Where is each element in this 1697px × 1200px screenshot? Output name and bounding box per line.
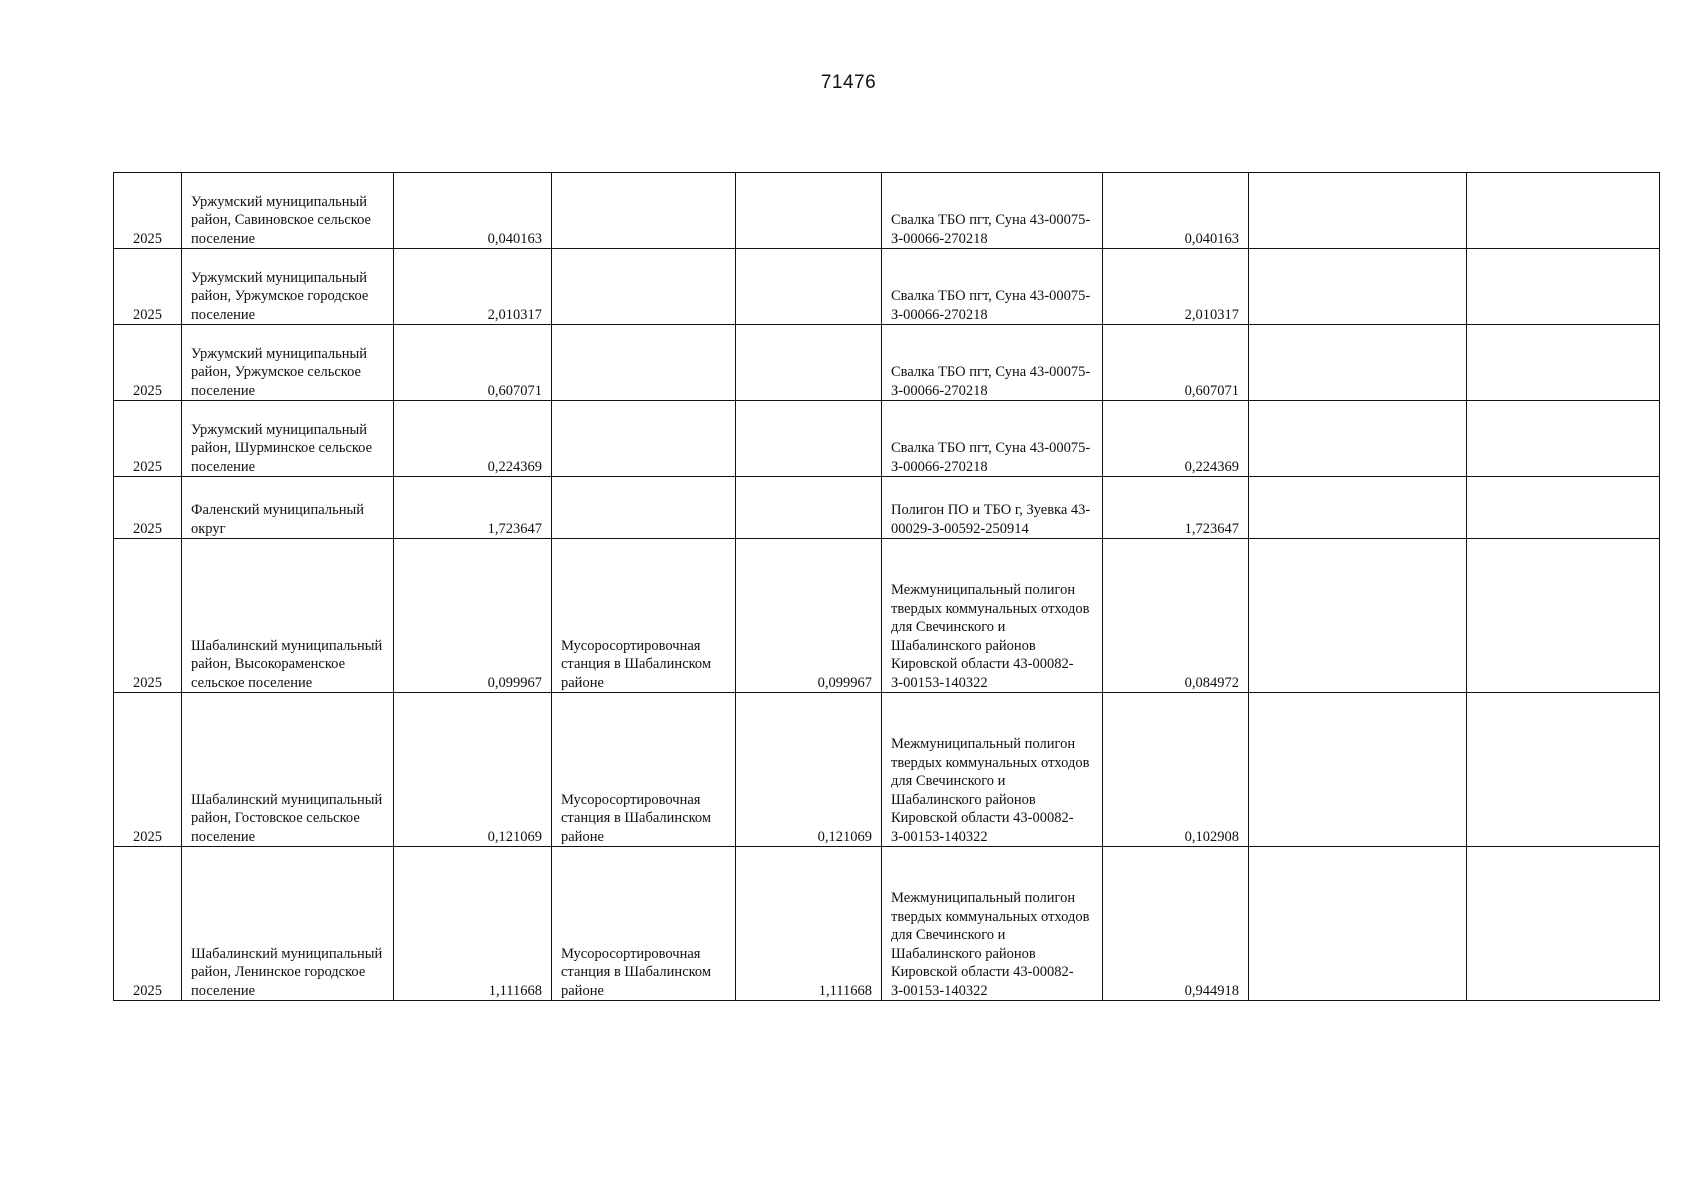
cell-extra <box>1467 249 1660 325</box>
cell-station: Мусоросортировочная станция в Шабалинском районе <box>552 847 736 1001</box>
cell-volume: 2,010317 <box>394 249 552 325</box>
cell-extra <box>1467 693 1660 847</box>
cell-extra <box>1249 539 1467 693</box>
waste-flow-table <box>113 172 1660 1001</box>
cell-station-volume <box>736 173 882 249</box>
cell-extra <box>1249 249 1467 325</box>
table-row <box>114 401 1660 477</box>
table-row <box>114 693 1660 847</box>
cell-extra <box>1467 401 1660 477</box>
cell-territory: Уржумский муниципальный район, Шурминское сельское поселение <box>182 401 394 477</box>
cell-facility-volume: 0,607071 <box>1103 325 1249 401</box>
cell-facility: Межмуниципальный полигон твердых коммунальных отходов для Свечинского и Шабалинского районов Кировской области 43-00082-З-00153-140322 <box>882 539 1103 693</box>
cell-station-volume: 0,099967 <box>736 539 882 693</box>
cell-year: 2025 <box>114 401 182 477</box>
cell-territory: Шабалинский муниципальный район, Высокораменское сельское поселение <box>182 539 394 693</box>
cell-station-volume <box>736 325 882 401</box>
cell-facility: Свалка ТБО пгт, Суна 43-00075-З-00066-270218 <box>882 173 1103 249</box>
cell-volume: 0,607071 <box>394 325 552 401</box>
cell-volume: 0,224369 <box>394 401 552 477</box>
cell-extra <box>1249 173 1467 249</box>
cell-station-volume: 1,111668 <box>736 847 882 1001</box>
cell-extra <box>1249 325 1467 401</box>
cell-extra <box>1467 477 1660 539</box>
cell-volume: 0,121069 <box>394 693 552 847</box>
cell-territory: Уржумский муниципальный район, Уржумское городское поселение <box>182 249 394 325</box>
cell-volume: 0,040163 <box>394 173 552 249</box>
cell-facility-volume: 0,040163 <box>1103 173 1249 249</box>
cell-station <box>552 249 736 325</box>
cell-territory: Фаленский муниципальный округ <box>182 477 394 539</box>
cell-territory: Уржумский муниципальный район, Савиновское сельское поселение <box>182 173 394 249</box>
cell-facility-volume: 0,084972 <box>1103 539 1249 693</box>
cell-year: 2025 <box>114 173 182 249</box>
table-row <box>114 847 1660 1001</box>
cell-facility: Межмуниципальный полигон твердых коммунальных отходов для Свечинского и Шабалинского районов Кировской области 43-00082-З-00153-140322 <box>882 847 1103 1001</box>
cell-facility-volume: 1,723647 <box>1103 477 1249 539</box>
cell-facility-volume: 0,224369 <box>1103 401 1249 477</box>
cell-station-volume <box>736 477 882 539</box>
cell-station <box>552 173 736 249</box>
cell-extra <box>1249 477 1467 539</box>
table-row <box>114 249 1660 325</box>
cell-volume: 1,723647 <box>394 477 552 539</box>
cell-year: 2025 <box>114 539 182 693</box>
cell-extra <box>1249 693 1467 847</box>
cell-extra <box>1467 325 1660 401</box>
cell-facility: Межмуниципальный полигон твердых коммунальных отходов для Свечинского и Шабалинского районов Кировской области 43-00082-З-00153-140322 <box>882 693 1103 847</box>
cell-year: 2025 <box>114 249 182 325</box>
cell-station-volume <box>736 401 882 477</box>
cell-station <box>552 325 736 401</box>
cell-extra <box>1467 847 1660 1001</box>
cell-station <box>552 477 736 539</box>
table-row <box>114 325 1660 401</box>
cell-extra <box>1467 539 1660 693</box>
cell-year: 2025 <box>114 325 182 401</box>
cell-extra <box>1467 173 1660 249</box>
cell-facility: Полигон ПО и ТБО г, Зуевка 43-00029-З-00592-250914 <box>882 477 1103 539</box>
cell-facility: Свалка ТБО пгт, Суна 43-00075-З-00066-270218 <box>882 249 1103 325</box>
cell-territory: Шабалинский муниципальный район, Ленинское городское поселение <box>182 847 394 1001</box>
cell-extra <box>1249 401 1467 477</box>
table-row <box>114 173 1660 249</box>
table-row <box>114 477 1660 539</box>
cell-station-volume: 0,121069 <box>736 693 882 847</box>
cell-facility-volume: 2,010317 <box>1103 249 1249 325</box>
cell-year: 2025 <box>114 847 182 1001</box>
cell-extra <box>1249 847 1467 1001</box>
cell-year: 2025 <box>114 693 182 847</box>
cell-station <box>552 401 736 477</box>
cell-territory: Шабалинский муниципальный район, Гостовское сельское поселение <box>182 693 394 847</box>
cell-station-volume <box>736 249 882 325</box>
page-number: 71476 <box>820 72 877 93</box>
cell-facility-volume: 0,102908 <box>1103 693 1249 847</box>
cell-station: Мусоросортировочная станция в Шабалинском районе <box>552 539 736 693</box>
cell-territory: Уржумский муниципальный район, Уржумское сельское поселение <box>182 325 394 401</box>
cell-volume: 0,099967 <box>394 539 552 693</box>
cell-facility: Свалка ТБО пгт, Суна 43-00075-З-00066-270218 <box>882 325 1103 401</box>
cell-station: Мусоросортировочная станция в Шабалинском районе <box>552 693 736 847</box>
cell-volume: 1,111668 <box>394 847 552 1001</box>
cell-facility: Свалка ТБО пгт, Суна 43-00075-З-00066-270218 <box>882 401 1103 477</box>
cell-facility-volume: 0,944918 <box>1103 847 1249 1001</box>
table-row <box>114 539 1660 693</box>
cell-year: 2025 <box>114 477 182 539</box>
